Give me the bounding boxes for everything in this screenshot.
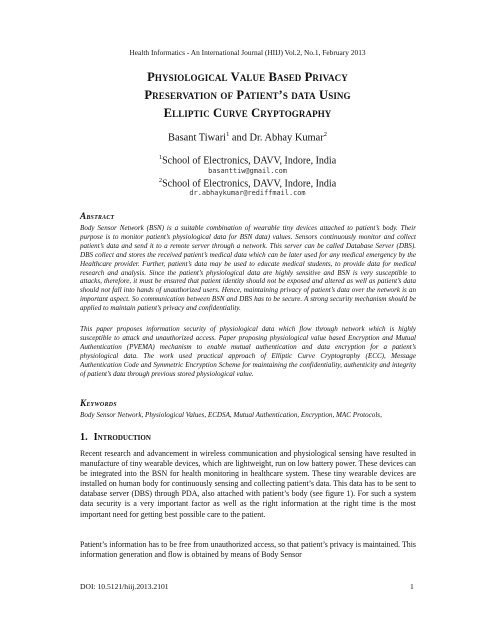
affiliation-1 [0, 154, 495, 166]
author-list [0, 131, 495, 143]
affiliation-2-name: School of Electronics, DAVV, Indore, India [162, 178, 337, 190]
introduction-paragraph-2: Patient’s information has to be free from unauthorized access, so that patient’s privacy is maintained. This information generation and flow is obtained by means of Body Sensor [80, 540, 416, 560]
author-1-marker: 1 [226, 131, 230, 138]
affiliation-1-marker: 1 [158, 154, 163, 161]
title-line-1: Physiological Value Based Privacy [147, 70, 348, 84]
paper-title [60, 68, 435, 122]
author-2-marker: 2 [323, 131, 327, 138]
abstract-paragraph-2: This paper proposes information security of physiological data which flow through network which is highly susceptible to attack and unauthorized access. Paper proposing physiological value based Encryption and Mutual Authentication (PVEMA) mechanism to enable mutual authentication and data encryption for a patient’s physiological data. The work used practical approach of Elliptic Curve Cryptography (ECC), Message Authentication Code and Symmetric Encryption Scheme for maintaining the confidentiality, authenticity and integrity of patient’s data through previous stored physiological value. [80, 325, 416, 378]
affiliation-2-email: dr.abhaykumar@rediffmail.com [189, 189, 306, 197]
keywords-heading: Keywords [80, 398, 117, 408]
section-title: Introduction [93, 432, 151, 443]
abstract-paragraph-1: Body Sensor Network (BSN) is a suitable combination of wearable tiny devices attached to patient’s body. Their purpose is to monitor patient’s physiological data for BSN data) values. Sensors continuously monitor and collect patient’s data and send it to a remote server through a network. This server can be called Database Server (DBS). DBS collect and stores the received patient’s medical data which can be later used for any medical emergency by the Healthcare provider. Further, patient’s data may be used to educate medical students, to provide data for medical research and analysis. Since the patient’s physiological data are highly sensitive and BSN is very susceptible to attacks, therefore, it must be ensured that patient identity should not be exposed and altered as well as patient’s data should not fall into hands of unauthorized users. Hence, maintaining privacy of patient’s data over the network is an important aspect. So communication between BSN and DBS has to be secure. A strong security mechanism should be applied to maintain patient’s privacy and confidentiality. [80, 224, 416, 313]
author-1: Basant Tiwari [168, 132, 227, 144]
title-line-2: Preservation of Patient’s data Using [144, 88, 351, 102]
section-number: 1. [80, 432, 88, 443]
affiliation-2 [0, 177, 495, 189]
page-number: 1 [410, 582, 414, 591]
author-2: and Dr. Abhay Kumar [229, 132, 324, 144]
keywords-text: Body Sensor Network, Physiological Values, ECDSA, Mutual Authentication, Encryption, MAC Protocols, [80, 411, 382, 419]
abstract-heading: Abstract [80, 211, 115, 221]
doi-footer: DOI: 10.5121/hiij.2013.2101 [80, 582, 169, 591]
affiliation-1-name: School of Electronics, DAVV, Indore, India [162, 155, 337, 167]
section-heading-introduction [80, 432, 151, 443]
journal-header: Health Informatics - An International Journal (HIIJ) Vol.2, No.1, February 2013 [129, 48, 366, 57]
introduction-paragraph-1: Recent research and advancement in wireless communication and physiological sensing have resulted in manufacture of tiny wearable devices, which are lightweight, run on low battery power. These devices can be integrated into the BSN for health monitoring in healthcare system. These tiny wearable devices are installed on human body for continuously sensing and collecting patient’s data. This data has to be sent to database server (DBS) through PDA, also attached with patient’s body (see figure 1). For such a system data security is a very important factor as well as the right information at the right time is the most important need for getting best possible care to the patient. [80, 449, 416, 519]
affiliation-2-marker: 2 [158, 177, 163, 184]
title-line-3: Elliptic Curve Cryptography [163, 106, 332, 120]
affiliation-1-email: basanttiw@gmail.com [208, 167, 287, 175]
